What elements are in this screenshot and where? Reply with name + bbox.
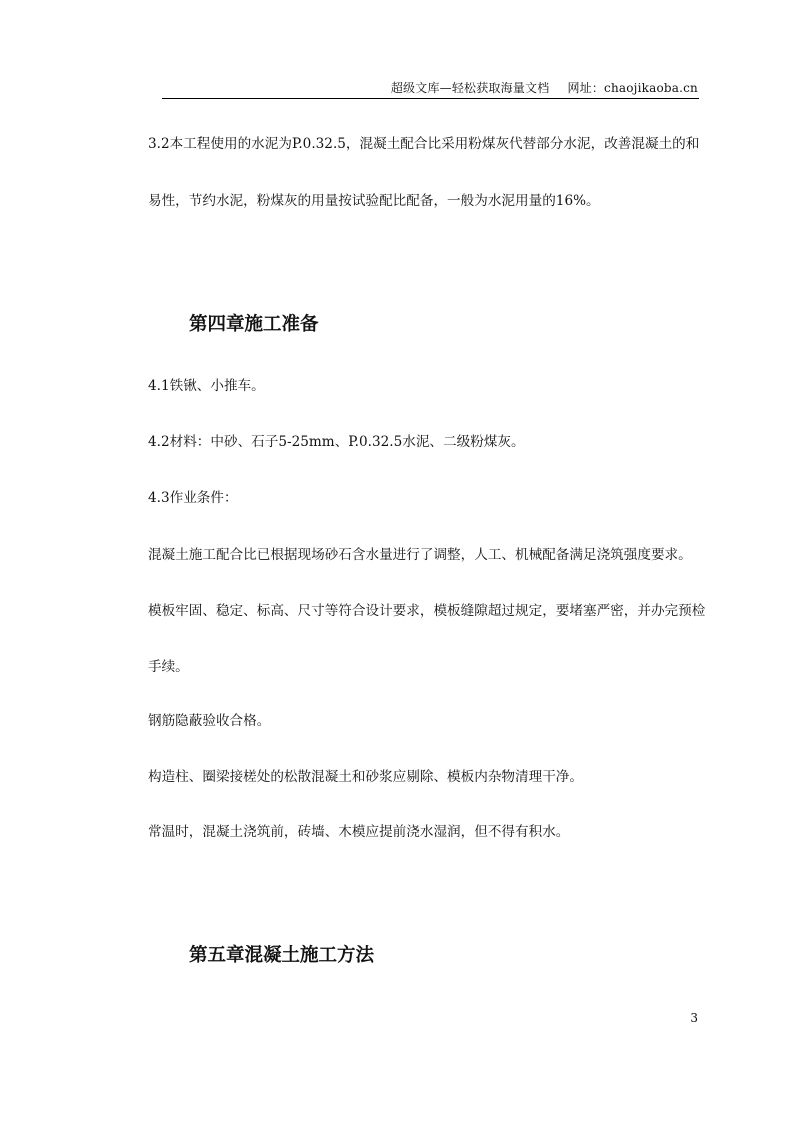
condition-5: 常温时，混凝土浇筑前，砖墙、木模应提前浇水湿润，但不得有积水。 [148, 824, 570, 840]
condition-2-line-2: 手续。 [148, 659, 189, 675]
condition-4: 构造柱、圈梁接槎处的松散混凝土和砂浆应剔除、模板内杂物清理干净。 [148, 769, 583, 785]
chapter-5-heading: 第五章混凝土施工方法 [189, 945, 375, 966]
condition-3: 钢筋隐蔽验收合格。 [148, 713, 271, 729]
item-4-2: 4.2材料：中砂、石子5-25mm、P.0.32.5水泥、二级粉煤灰。 [148, 434, 525, 450]
header-divider [162, 98, 699, 99]
page-number: 3 [690, 1011, 698, 1025]
item-4-1: 4.1铁锹、小推车。 [148, 378, 265, 394]
header-url: 网址：chaojikaoba.cn [567, 81, 698, 95]
page-header [391, 79, 698, 96]
condition-2-line-1: 模板牢固、稳定、标高、尺寸等符合设计要求，模板缝隙超过规定，要堵塞严密，并办完预检 [148, 603, 706, 619]
paragraph-3-2-line-2: 易性，节约水泥，粉煤灰的用量按试验配比配备，一般为水泥用量的16%。 [148, 193, 600, 209]
chapter-4-heading: 第四章施工准备 [189, 314, 319, 335]
header-site-text: 超级文库—轻松获取海量文档 [390, 81, 550, 95]
paragraph-3-2-line-1: 3.2本工程使用的水泥为P.0.32.5，混凝土配合比采用粉煤灰代替部分水泥，改善混凝土的和 [148, 136, 700, 152]
item-4-3: 4.3作业条件： [148, 490, 238, 506]
condition-1: 混凝土施工配合比已根据现场砂石含水量进行了调整，人工、机械配备满足浇筑强度要求。 [148, 547, 692, 563]
